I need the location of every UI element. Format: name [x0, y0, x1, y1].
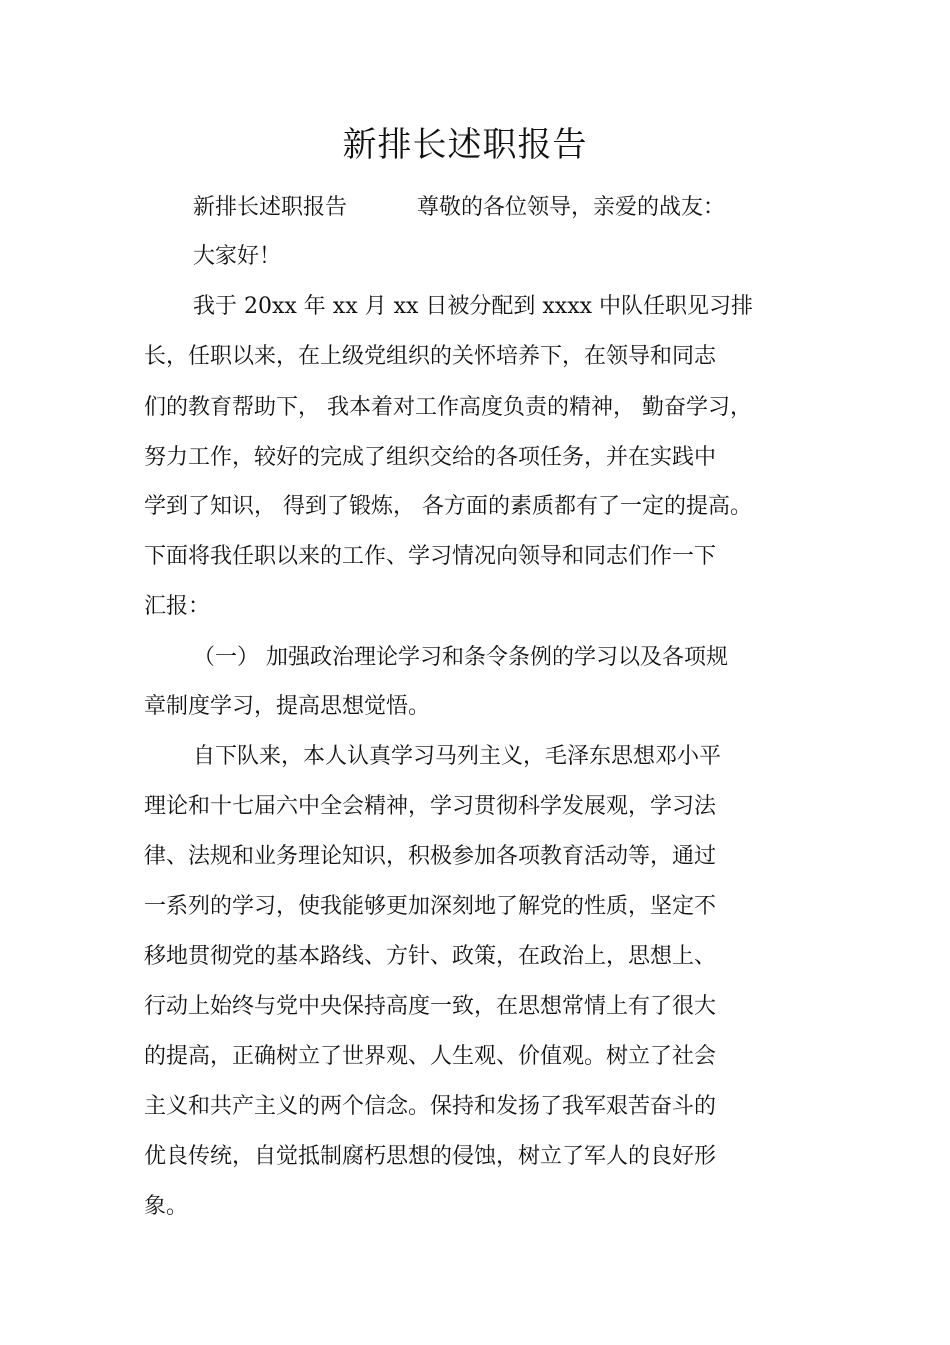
- paragraph-line: 优良传统，自觉抵制腐朽思想的侵蚀，树立了军人的良好形: [144, 1144, 717, 1169]
- paragraph-line: 学到了知识， 得到了锻炼， 各方面的素质都有了一定的提高。: [144, 494, 752, 519]
- paragraph-line: 一系列的学习，使我能够更加深刻地了解党的性质，坚定不: [144, 894, 717, 919]
- paragraph-line: 象。: [144, 1194, 189, 1219]
- section-heading-line: 章制度学习，提高思想觉悟。: [144, 694, 431, 719]
- paragraph-line: 努力工作，较好的完成了组织交给的各项任务，并在实践中: [144, 445, 717, 470]
- paragraph-line: 律、法规和业务理论知识，积极参加各项教育活动等，通过: [144, 844, 717, 869]
- intro-heading: 新排长述职报告: [193, 195, 348, 220]
- paragraph-line: 移地贯彻党的基本路线、方针、政策，在政治上，思想上、: [144, 944, 717, 969]
- paragraph-line: 汇报：: [144, 594, 211, 619]
- paragraph-line: 自下队来，本人认真学习马列主义，毛泽东思想邓小平: [193, 744, 722, 769]
- paragraph-line: 长，任职以来，在上级党组织的关怀培养下，在领导和同志: [144, 344, 717, 369]
- paragraph-line: 理论和十七届六中全会精神，学习贯彻科学发展观，学习法: [144, 794, 717, 819]
- greeting: 大家好！: [193, 244, 282, 269]
- paragraph-line: 我于 20xx 年 xx 月 xx 日被分配到 xxxx 中队任职见习排: [193, 294, 754, 319]
- paragraph-line: 行动上始终与党中央保持高度一致，在思想常情上有了很大: [144, 994, 717, 1019]
- document-title: 新排长述职报告: [342, 125, 588, 165]
- paragraph-line: 主义和共产主义的两个信念。保持和发扬了我军艰苦奋斗的: [144, 1094, 717, 1119]
- paragraph-line: 的提高，正确树立了世界观、人生观、价值观。树立了社会: [144, 1044, 717, 1069]
- section-heading-line: （一） 加强政治理论学习和条令条例的学习以及各项规: [193, 645, 728, 670]
- paragraph-line: 下面将我任职以来的工作、学习情况向领导和同志们作一下: [144, 544, 717, 569]
- salutation: 尊敬的各位领导，亲爱的战友：: [417, 195, 726, 220]
- intro-line: [193, 193, 725, 223]
- paragraph-line: 们的教育帮助下， 我本着对工作高度负责的精神， 勤奋学习，: [144, 395, 752, 420]
